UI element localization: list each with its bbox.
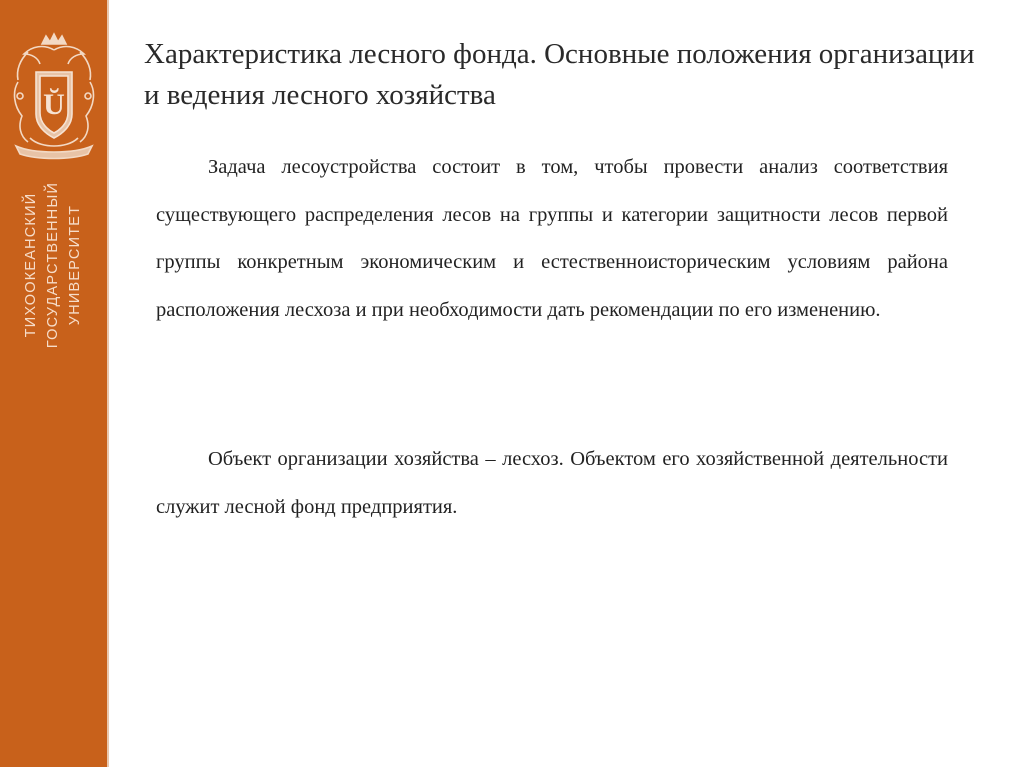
sidebar-divider [107,0,109,767]
university-name [20,155,86,375]
body-paragraph-task: Задача лесоустройства состоит в том, чтобы провести анализ соответствия существующего распределения лесов на группы и категории защитности лесов первой группы конкретным экономическим и естественноисторическим условиям района расположения лесхоза и при необходимости дать рекомендации по его изменению. [156,156,948,321]
body-paragraph-object: Объект организации хозяйства – лесхоз. Объектом его хозяйственной деятельности служит лесной фонд предприятия. [156,448,948,518]
university-name-line-1: ТИХООКЕАНСКИЙ [23,192,39,338]
slide-title: Характеристика лесного фонда. Основные положения организации и ведения лесного хозяйства [144,38,975,111]
university-name-line-3: УНИВЕРСИТЕТ [67,204,83,326]
university-crest-logo [6,30,102,160]
sidebar [0,0,107,767]
university-name-line-2: ГОСУДАРСТВЕННЫЙ [45,181,61,349]
logo-letter: Ŭ [43,88,65,121]
